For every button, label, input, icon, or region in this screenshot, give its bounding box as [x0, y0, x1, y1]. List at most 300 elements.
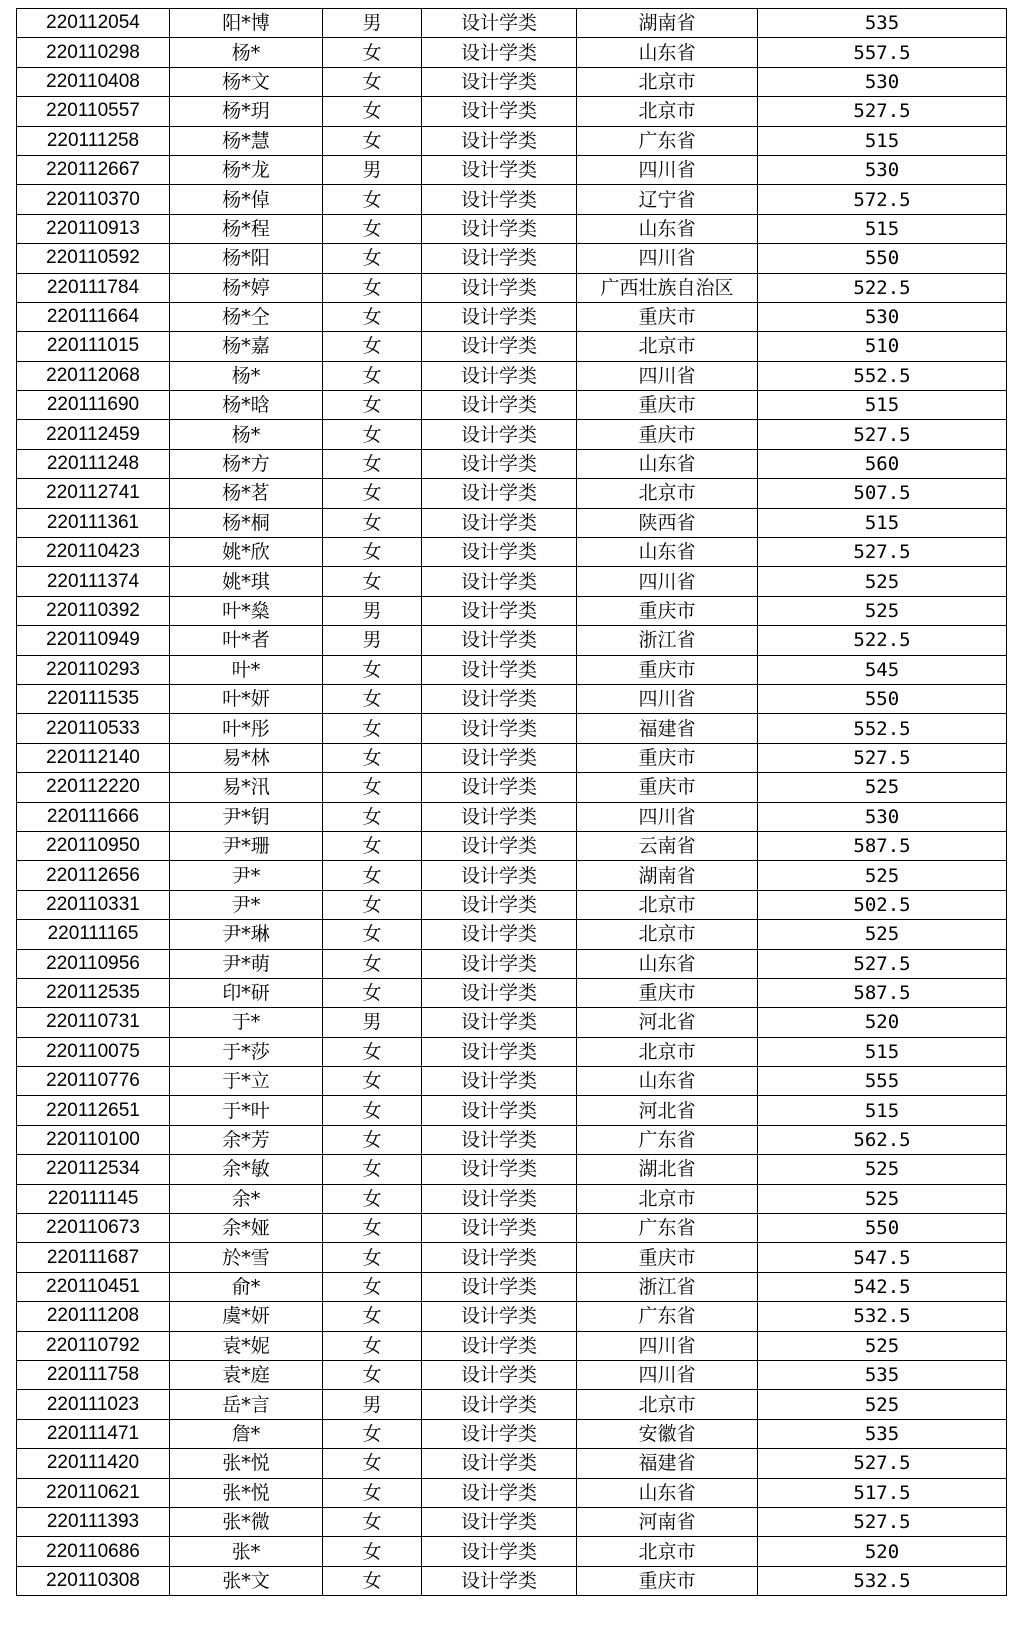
- major-cell: 设计学类: [422, 214, 577, 243]
- name-cell: 易*汛: [170, 773, 323, 802]
- province-cell: 安徽省: [577, 1419, 758, 1448]
- major-cell: 设计学类: [422, 831, 577, 860]
- major-cell: 设计学类: [422, 1419, 577, 1448]
- score-cell: 525: [758, 1390, 1007, 1419]
- major-cell: 设计学类: [422, 1008, 577, 1037]
- name-cell: 於*雪: [170, 1243, 323, 1272]
- table-row: [17, 332, 1007, 361]
- province-cell: 湖北省: [577, 1155, 758, 1184]
- score-cell: 560: [758, 449, 1007, 478]
- province-cell: 浙江省: [577, 1272, 758, 1301]
- table-row: [17, 920, 1007, 949]
- student-id-cell: 220110621: [17, 1478, 170, 1507]
- province-cell: 陕西省: [577, 508, 758, 537]
- table-row: [17, 596, 1007, 625]
- gender-cell: 女: [323, 273, 422, 302]
- score-cell: 517.5: [758, 1478, 1007, 1507]
- gender-cell: 女: [323, 1478, 422, 1507]
- table-row: [17, 185, 1007, 214]
- major-cell: 设计学类: [422, 1449, 577, 1478]
- student-id-cell: 220110949: [17, 626, 170, 655]
- table-row: [17, 1478, 1007, 1507]
- province-cell: 北京市: [577, 332, 758, 361]
- table-row: [17, 1214, 1007, 1243]
- table-row: [17, 1096, 1007, 1125]
- name-cell: 杨*嘉: [170, 332, 323, 361]
- student-id-cell: 220110776: [17, 1067, 170, 1096]
- score-cell: 545: [758, 655, 1007, 684]
- gender-cell: 女: [323, 67, 422, 96]
- province-cell: 四川省: [577, 1331, 758, 1360]
- score-cell: 515: [758, 214, 1007, 243]
- gender-cell: 男: [323, 9, 422, 38]
- table-row: [17, 479, 1007, 508]
- student-id-cell: 220111664: [17, 302, 170, 331]
- score-cell: 572.5: [758, 185, 1007, 214]
- name-cell: 姚*欣: [170, 538, 323, 567]
- table-row: [17, 1360, 1007, 1389]
- gender-cell: 女: [323, 332, 422, 361]
- score-cell: 555: [758, 1067, 1007, 1096]
- gender-cell: 女: [323, 1566, 422, 1595]
- score-cell: 525: [758, 920, 1007, 949]
- gender-cell: 女: [323, 1507, 422, 1536]
- student-id-cell: 220112534: [17, 1155, 170, 1184]
- name-cell: 袁*妮: [170, 1331, 323, 1360]
- admission-list-table: [16, 8, 1007, 1596]
- score-cell: 552.5: [758, 361, 1007, 390]
- province-cell: 北京市: [577, 1184, 758, 1213]
- province-cell: 四川省: [577, 567, 758, 596]
- province-cell: 山东省: [577, 1478, 758, 1507]
- major-cell: 设计学类: [422, 361, 577, 390]
- student-id-cell: 220110731: [17, 1008, 170, 1037]
- gender-cell: 女: [323, 302, 422, 331]
- name-cell: 余*: [170, 1184, 323, 1213]
- student-id-cell: 220112656: [17, 861, 170, 890]
- province-cell: 山东省: [577, 38, 758, 67]
- student-id-cell: 220111420: [17, 1449, 170, 1478]
- major-cell: 设计学类: [422, 1214, 577, 1243]
- province-cell: 河南省: [577, 1507, 758, 1536]
- student-id-cell: 220110673: [17, 1214, 170, 1243]
- student-id-cell: 220112068: [17, 361, 170, 390]
- student-id-cell: 220111690: [17, 391, 170, 420]
- gender-cell: 男: [323, 626, 422, 655]
- name-cell: 袁*庭: [170, 1360, 323, 1389]
- province-cell: 四川省: [577, 684, 758, 713]
- table-row: [17, 949, 1007, 978]
- student-id-cell: 220111248: [17, 449, 170, 478]
- student-id-cell: 220110913: [17, 214, 170, 243]
- name-cell: 杨*龙: [170, 155, 323, 184]
- name-cell: 尹*琳: [170, 920, 323, 949]
- score-cell: 525: [758, 1184, 1007, 1213]
- gender-cell: 女: [323, 391, 422, 420]
- student-id-cell: 220110331: [17, 890, 170, 919]
- province-cell: 重庆市: [577, 420, 758, 449]
- score-cell: 530: [758, 302, 1007, 331]
- major-cell: 设计学类: [422, 861, 577, 890]
- gender-cell: 女: [323, 1360, 422, 1389]
- gender-cell: 女: [323, 185, 422, 214]
- gender-cell: 女: [323, 1419, 422, 1448]
- major-cell: 设计学类: [422, 949, 577, 978]
- major-cell: 设计学类: [422, 978, 577, 1007]
- province-cell: 河北省: [577, 1096, 758, 1125]
- score-cell: 532.5: [758, 1566, 1007, 1595]
- gender-cell: 女: [323, 214, 422, 243]
- province-cell: 四川省: [577, 155, 758, 184]
- table-row: [17, 1155, 1007, 1184]
- score-cell: 515: [758, 391, 1007, 420]
- major-cell: 设计学类: [422, 1566, 577, 1595]
- gender-cell: 女: [323, 361, 422, 390]
- student-id-cell: 220112651: [17, 1096, 170, 1125]
- score-cell: 522.5: [758, 626, 1007, 655]
- gender-cell: 男: [323, 1008, 422, 1037]
- gender-cell: 女: [323, 831, 422, 860]
- province-cell: 北京市: [577, 97, 758, 126]
- major-cell: 设计学类: [422, 920, 577, 949]
- gender-cell: 女: [323, 949, 422, 978]
- student-id-cell: 220111258: [17, 126, 170, 155]
- score-cell: 530: [758, 155, 1007, 184]
- table-row: [17, 1184, 1007, 1213]
- major-cell: 设计学类: [422, 714, 577, 743]
- province-cell: 重庆市: [577, 655, 758, 684]
- gender-cell: 女: [323, 567, 422, 596]
- name-cell: 杨*: [170, 38, 323, 67]
- name-cell: 于*叶: [170, 1096, 323, 1125]
- gender-cell: 女: [323, 1155, 422, 1184]
- gender-cell: 女: [323, 479, 422, 508]
- table-row: [17, 1566, 1007, 1595]
- province-cell: 重庆市: [577, 1566, 758, 1595]
- name-cell: 杨*慧: [170, 126, 323, 155]
- table-row: [17, 508, 1007, 537]
- gender-cell: 女: [323, 508, 422, 537]
- major-cell: 设计学类: [422, 1537, 577, 1566]
- name-cell: 张*悦: [170, 1478, 323, 1507]
- province-cell: 山东省: [577, 1067, 758, 1096]
- student-id-cell: 220111393: [17, 1507, 170, 1536]
- table-row: [17, 1067, 1007, 1096]
- major-cell: 设计学类: [422, 890, 577, 919]
- name-cell: 余*娅: [170, 1214, 323, 1243]
- student-id-cell: 220110370: [17, 185, 170, 214]
- major-cell: 设计学类: [422, 332, 577, 361]
- gender-cell: 女: [323, 449, 422, 478]
- name-cell: 虞*妍: [170, 1302, 323, 1331]
- name-cell: 姚*琪: [170, 567, 323, 596]
- province-cell: 北京市: [577, 1037, 758, 1066]
- table-row: [17, 743, 1007, 772]
- score-cell: 527.5: [758, 1507, 1007, 1536]
- student-id-cell: 220110557: [17, 97, 170, 126]
- gender-cell: 女: [323, 920, 422, 949]
- major-cell: 设计学类: [422, 126, 577, 155]
- province-cell: 北京市: [577, 890, 758, 919]
- student-id-cell: 220110392: [17, 596, 170, 625]
- table-row: [17, 126, 1007, 155]
- major-cell: 设计学类: [422, 508, 577, 537]
- student-id-cell: 220110075: [17, 1037, 170, 1066]
- province-cell: 四川省: [577, 244, 758, 273]
- major-cell: 设计学类: [422, 1125, 577, 1154]
- score-cell: 530: [758, 802, 1007, 831]
- table-row: [17, 773, 1007, 802]
- score-cell: 515: [758, 1037, 1007, 1066]
- gender-cell: 女: [323, 978, 422, 1007]
- score-cell: 510: [758, 332, 1007, 361]
- table-row: [17, 714, 1007, 743]
- province-cell: 广东省: [577, 1125, 758, 1154]
- name-cell: 余*芳: [170, 1125, 323, 1154]
- score-cell: 587.5: [758, 978, 1007, 1007]
- major-cell: 设计学类: [422, 97, 577, 126]
- student-id-cell: 220110686: [17, 1537, 170, 1566]
- student-id-cell: 220110592: [17, 244, 170, 273]
- province-cell: 北京市: [577, 920, 758, 949]
- name-cell: 杨*: [170, 420, 323, 449]
- major-cell: 设计学类: [422, 596, 577, 625]
- table-row: [17, 1419, 1007, 1448]
- gender-cell: 男: [323, 1390, 422, 1419]
- province-cell: 浙江省: [577, 626, 758, 655]
- province-cell: 广西壮族自治区: [577, 273, 758, 302]
- province-cell: 广东省: [577, 1214, 758, 1243]
- score-cell: 525: [758, 773, 1007, 802]
- gender-cell: 女: [323, 714, 422, 743]
- province-cell: 云南省: [577, 831, 758, 860]
- province-cell: 四川省: [577, 802, 758, 831]
- gender-cell: 女: [323, 684, 422, 713]
- major-cell: 设计学类: [422, 538, 577, 567]
- name-cell: 杨*晗: [170, 391, 323, 420]
- province-cell: 重庆市: [577, 1243, 758, 1272]
- province-cell: 广东省: [577, 1302, 758, 1331]
- table-row: [17, 1008, 1007, 1037]
- score-cell: 547.5: [758, 1243, 1007, 1272]
- gender-cell: 女: [323, 126, 422, 155]
- name-cell: 张*微: [170, 1507, 323, 1536]
- province-cell: 重庆市: [577, 391, 758, 420]
- student-id-cell: 220112054: [17, 9, 170, 38]
- major-cell: 设计学类: [422, 449, 577, 478]
- major-cell: 设计学类: [422, 302, 577, 331]
- table-row: [17, 1507, 1007, 1536]
- province-cell: 辽宁省: [577, 185, 758, 214]
- major-cell: 设计学类: [422, 1272, 577, 1301]
- student-id-cell: 220110100: [17, 1125, 170, 1154]
- student-id-cell: 220111374: [17, 567, 170, 596]
- province-cell: 北京市: [577, 1537, 758, 1566]
- province-cell: 北京市: [577, 67, 758, 96]
- name-cell: 杨*桐: [170, 508, 323, 537]
- score-cell: 527.5: [758, 949, 1007, 978]
- score-cell: 527.5: [758, 420, 1007, 449]
- score-cell: 515: [758, 126, 1007, 155]
- gender-cell: 女: [323, 1037, 422, 1066]
- name-cell: 俞*: [170, 1272, 323, 1301]
- gender-cell: 女: [323, 1302, 422, 1331]
- major-cell: 设计学类: [422, 273, 577, 302]
- major-cell: 设计学类: [422, 244, 577, 273]
- name-cell: 易*林: [170, 743, 323, 772]
- student-id-cell: 220111023: [17, 1390, 170, 1419]
- gender-cell: 女: [323, 1067, 422, 1096]
- student-id-cell: 220112741: [17, 479, 170, 508]
- student-id-cell: 220111687: [17, 1243, 170, 1272]
- gender-cell: 女: [323, 1449, 422, 1478]
- student-id-cell: 220110308: [17, 1566, 170, 1595]
- student-id-cell: 220111758: [17, 1360, 170, 1389]
- major-cell: 设计学类: [422, 391, 577, 420]
- major-cell: 设计学类: [422, 743, 577, 772]
- score-cell: 527.5: [758, 743, 1007, 772]
- table-row: [17, 861, 1007, 890]
- table-row: [17, 9, 1007, 38]
- province-cell: 河北省: [577, 1008, 758, 1037]
- major-cell: 设计学类: [422, 1507, 577, 1536]
- name-cell: 叶*者: [170, 626, 323, 655]
- major-cell: 设计学类: [422, 684, 577, 713]
- name-cell: 叶*燊: [170, 596, 323, 625]
- table-row: [17, 214, 1007, 243]
- major-cell: 设计学类: [422, 1037, 577, 1066]
- major-cell: 设计学类: [422, 1243, 577, 1272]
- table-row: [17, 97, 1007, 126]
- major-cell: 设计学类: [422, 9, 577, 38]
- table-row: [17, 361, 1007, 390]
- name-cell: 于*立: [170, 1067, 323, 1096]
- student-id-cell: 220110423: [17, 538, 170, 567]
- student-id-cell: 220111535: [17, 684, 170, 713]
- name-cell: 詹*: [170, 1419, 323, 1448]
- gender-cell: 女: [323, 1184, 422, 1213]
- gender-cell: 女: [323, 655, 422, 684]
- name-cell: 张*: [170, 1537, 323, 1566]
- province-cell: 福建省: [577, 1449, 758, 1478]
- gender-cell: 女: [323, 1331, 422, 1360]
- gender-cell: 女: [323, 890, 422, 919]
- score-cell: 562.5: [758, 1125, 1007, 1154]
- student-id-cell: 220111361: [17, 508, 170, 537]
- table-row: [17, 1390, 1007, 1419]
- province-cell: 四川省: [577, 1360, 758, 1389]
- gender-cell: 女: [323, 861, 422, 890]
- name-cell: 余*敏: [170, 1155, 323, 1184]
- major-cell: 设计学类: [422, 1360, 577, 1389]
- name-cell: 杨*文: [170, 67, 323, 96]
- name-cell: 岳*言: [170, 1390, 323, 1419]
- table-row: [17, 802, 1007, 831]
- score-cell: 527.5: [758, 97, 1007, 126]
- score-cell: 587.5: [758, 831, 1007, 860]
- student-id-cell: 220112535: [17, 978, 170, 1007]
- table-row: [17, 567, 1007, 596]
- name-cell: 杨*茗: [170, 479, 323, 508]
- gender-cell: 女: [323, 1125, 422, 1154]
- major-cell: 设计学类: [422, 1478, 577, 1507]
- major-cell: 设计学类: [422, 802, 577, 831]
- name-cell: 张*悦: [170, 1449, 323, 1478]
- student-id-cell: 220111471: [17, 1419, 170, 1448]
- score-cell: 527.5: [758, 538, 1007, 567]
- name-cell: 叶*: [170, 655, 323, 684]
- major-cell: 设计学类: [422, 567, 577, 596]
- student-id-cell: 220112220: [17, 773, 170, 802]
- major-cell: 设计学类: [422, 1302, 577, 1331]
- student-id-cell: 220112459: [17, 420, 170, 449]
- score-cell: 535: [758, 1419, 1007, 1448]
- table-row: [17, 155, 1007, 184]
- score-cell: 527.5: [758, 1449, 1007, 1478]
- province-cell: 四川省: [577, 361, 758, 390]
- student-id-cell: 220110956: [17, 949, 170, 978]
- table-row: [17, 449, 1007, 478]
- major-cell: 设计学类: [422, 1184, 577, 1213]
- score-cell: 532.5: [758, 1302, 1007, 1331]
- name-cell: 叶*彤: [170, 714, 323, 743]
- name-cell: 杨*阳: [170, 244, 323, 273]
- major-cell: 设计学类: [422, 185, 577, 214]
- gender-cell: 男: [323, 596, 422, 625]
- table-row: [17, 1037, 1007, 1066]
- gender-cell: 女: [323, 1537, 422, 1566]
- score-cell: 550: [758, 244, 1007, 273]
- major-cell: 设计学类: [422, 626, 577, 655]
- table-row: [17, 1331, 1007, 1360]
- name-cell: 尹*: [170, 890, 323, 919]
- table-row: [17, 1302, 1007, 1331]
- province-cell: 重庆市: [577, 302, 758, 331]
- province-cell: 湖南省: [577, 9, 758, 38]
- student-id-cell: 220110451: [17, 1272, 170, 1301]
- major-cell: 设计学类: [422, 773, 577, 802]
- score-cell: 535: [758, 1360, 1007, 1389]
- table-row: [17, 302, 1007, 331]
- province-cell: 山东省: [577, 949, 758, 978]
- major-cell: 设计学类: [422, 38, 577, 67]
- score-cell: 525: [758, 1155, 1007, 1184]
- table-row: [17, 1537, 1007, 1566]
- major-cell: 设计学类: [422, 479, 577, 508]
- name-cell: 杨*玥: [170, 97, 323, 126]
- score-cell: 552.5: [758, 714, 1007, 743]
- score-cell: 542.5: [758, 1272, 1007, 1301]
- name-cell: 于*莎: [170, 1037, 323, 1066]
- student-id-cell: 220110792: [17, 1331, 170, 1360]
- student-id-cell: 220111208: [17, 1302, 170, 1331]
- score-cell: 515: [758, 508, 1007, 537]
- score-cell: 525: [758, 1331, 1007, 1360]
- score-cell: 520: [758, 1537, 1007, 1566]
- name-cell: 尹*萌: [170, 949, 323, 978]
- major-cell: 设计学类: [422, 67, 577, 96]
- name-cell: 杨*倬: [170, 185, 323, 214]
- student-id-cell: 220110408: [17, 67, 170, 96]
- score-cell: 525: [758, 596, 1007, 625]
- table-row: [17, 1125, 1007, 1154]
- table-row: [17, 684, 1007, 713]
- province-cell: 重庆市: [577, 978, 758, 1007]
- major-cell: 设计学类: [422, 1390, 577, 1419]
- table-row: [17, 67, 1007, 96]
- major-cell: 设计学类: [422, 1331, 577, 1360]
- gender-cell: 女: [323, 1096, 422, 1125]
